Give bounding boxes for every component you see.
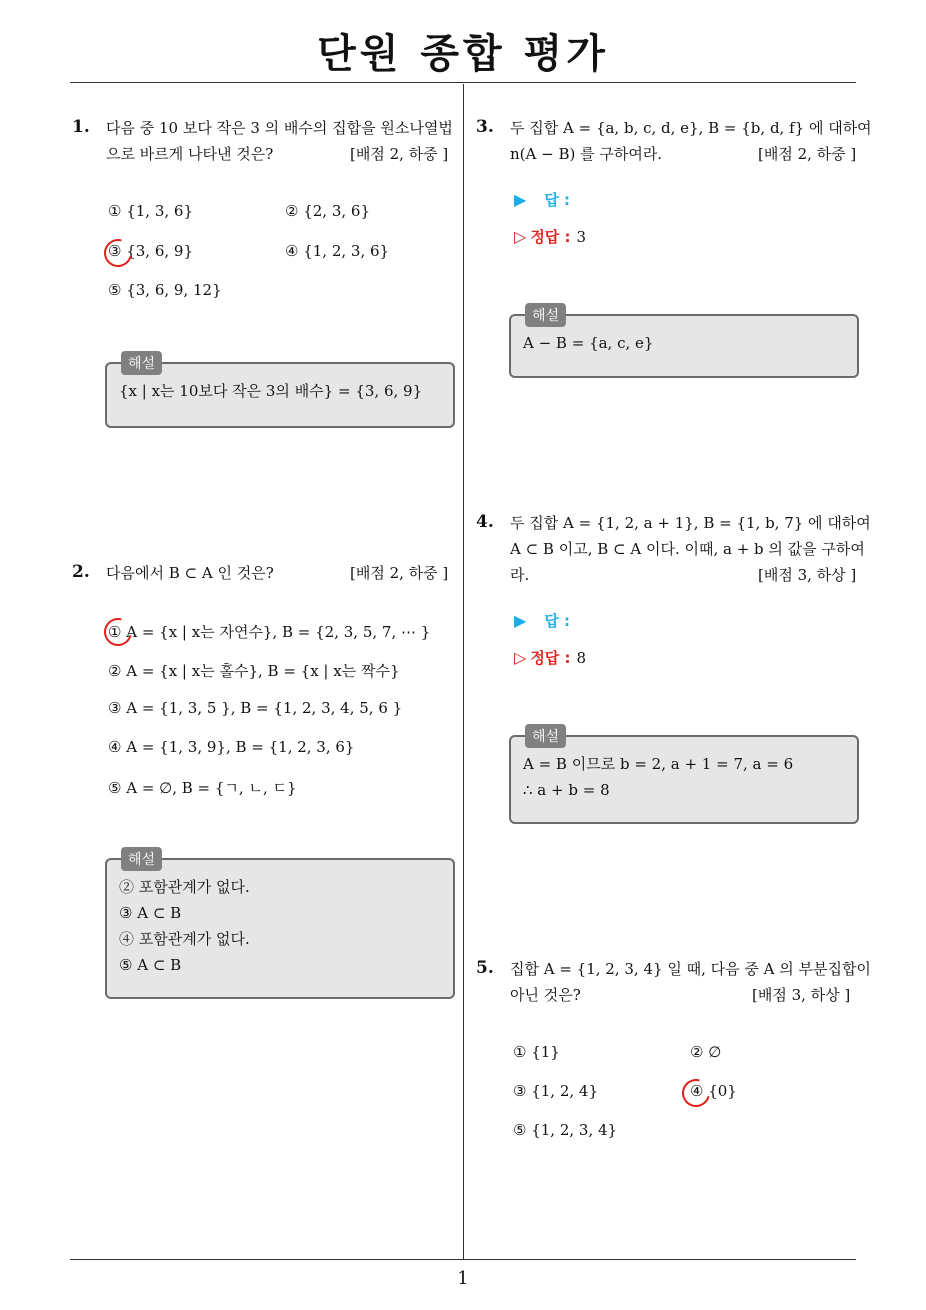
explanation-tag: 해설 bbox=[121, 847, 162, 871]
selected-answer-circle bbox=[677, 1074, 715, 1112]
choice-3[interactable]: ③ {1, 2, 4} bbox=[513, 1082, 599, 1100]
choice-5[interactable]: ⑤ A = ∅, B = {ㄱ, ㄴ, ㄷ} bbox=[108, 779, 297, 797]
selected-answer-circle bbox=[99, 613, 137, 651]
choice-2[interactable]: ② {2, 3, 6} bbox=[285, 202, 371, 220]
answer-label: 답 : bbox=[544, 612, 571, 630]
explanation-box bbox=[509, 729, 859, 824]
answer-arrow-icon: ▶ bbox=[514, 190, 527, 209]
column-divider bbox=[463, 84, 464, 1260]
choice-4[interactable]: ④ {1, 2, 3, 6} bbox=[285, 242, 390, 260]
explanation-text bbox=[119, 378, 422, 404]
explanation-line: ∴ a + b = 8 bbox=[523, 781, 610, 799]
choice-2[interactable]: ② A = {x | x는 홀수}, B = {x | x는 짝수} bbox=[108, 662, 400, 680]
answer-arrow-icon: ▶ bbox=[514, 611, 527, 630]
question-text-line: 아닌 것은? bbox=[510, 986, 581, 1004]
explanation-box bbox=[105, 852, 455, 999]
explanation-text bbox=[523, 751, 793, 803]
score-meta: [배점 2, 하중 ] bbox=[350, 145, 449, 163]
correct-answer-value: 8 bbox=[576, 649, 587, 667]
question-text-line: 두 집합 A = {a, b, c, d, e}, B = {b, d, f} 에 대하여 bbox=[510, 119, 872, 137]
question-text-line: n(A − B) 를 구하여라. bbox=[510, 145, 663, 163]
question-text-line: 두 집합 A = {1, 2, a + 1}, B = {1, b, 7} 에 대하여 bbox=[510, 514, 871, 532]
correct-answer-value: 3 bbox=[576, 228, 587, 246]
explanation-line: {x | x는 10보다 작은 3의 배수} = {3, 6, 9} bbox=[119, 382, 423, 400]
correct-label: 정답 : bbox=[530, 228, 571, 246]
page-number: 1 bbox=[457, 1268, 469, 1289]
explanation-text bbox=[119, 874, 250, 978]
question-text-line: 다음에서 B ⊂ A 인 것은? bbox=[106, 564, 274, 582]
explanation-line: ② 포함관계가 없다. bbox=[119, 878, 250, 896]
explanation-tag: 해설 bbox=[525, 724, 566, 748]
correct-label: 정답 : bbox=[530, 649, 571, 667]
explanation-text bbox=[523, 330, 653, 356]
score-meta: [배점 2, 하중 ] bbox=[758, 145, 857, 163]
answer-label: 답 : bbox=[544, 191, 571, 209]
question-text-line: A ⊂ B 이고, B ⊂ A 이다. 이때, a + b 의 값을 구하여 bbox=[510, 540, 865, 558]
footer-rule bbox=[70, 1259, 856, 1260]
answer-input-row[interactable] bbox=[514, 189, 570, 210]
score-meta: [배점 3, 하상 ] bbox=[758, 566, 857, 584]
explanation-line: ④ 포함관계가 없다. bbox=[119, 930, 250, 948]
correct-answer-row bbox=[514, 226, 586, 247]
explanation-tag: 해설 bbox=[525, 303, 566, 327]
question-number: 4. bbox=[476, 512, 494, 532]
question-text-line: 라. bbox=[510, 566, 530, 584]
explanation-line: A − B = {a, c, e} bbox=[523, 334, 654, 352]
score-meta: [배점 3, 하상 ] bbox=[752, 986, 851, 1004]
question-text-line: 집합 A = {1, 2, 3, 4} 일 때, 다음 중 A 의 부분집합이 bbox=[510, 960, 871, 978]
correct-answer-row bbox=[514, 647, 586, 668]
header-rule bbox=[70, 82, 856, 83]
choice-1[interactable]: ① {1, 3, 6} bbox=[108, 202, 194, 220]
choice-4[interactable]: ④ A = {1, 3, 9}, B = {1, 2, 3, 6} bbox=[108, 738, 355, 756]
explanation-line: ③ A ⊂ B bbox=[119, 904, 182, 922]
explanation-tag: 해설 bbox=[121, 351, 162, 375]
choice-3[interactable]: ③ {3, 6, 9} bbox=[108, 242, 194, 260]
explanation-line: ⑤ A ⊂ B bbox=[119, 956, 182, 974]
choice-3[interactable]: ③ A = {1, 3, 5 }, B = {1, 2, 3, 4, 5, 6 } bbox=[108, 699, 403, 717]
explanation-box bbox=[509, 308, 859, 378]
selected-answer-circle bbox=[99, 234, 137, 272]
choice-1[interactable]: ① {1} bbox=[513, 1043, 560, 1061]
correct-arrow-icon: ▷ bbox=[514, 227, 527, 246]
question-text-line: 으로 바르게 나타낸 것은? bbox=[106, 145, 274, 163]
choice-1[interactable]: ① A = {x | x는 자연수}, B = {2, 3, 5, 7, ⋯ } bbox=[108, 623, 431, 641]
question-number: 2. bbox=[72, 562, 90, 582]
correct-arrow-icon: ▷ bbox=[514, 648, 527, 667]
question-number: 1. bbox=[72, 117, 90, 137]
answer-input-row[interactable] bbox=[514, 610, 570, 631]
score-meta: [배점 2, 하중 ] bbox=[350, 564, 449, 582]
choice-5[interactable]: ⑤ {3, 6, 9, 12} bbox=[108, 281, 222, 299]
question-text-line: 다음 중 10 보다 작은 3 의 배수의 집합을 원소나열법 bbox=[106, 119, 453, 137]
question-number: 5. bbox=[476, 958, 494, 978]
choice-2[interactable]: ② ∅ bbox=[690, 1043, 722, 1061]
explanation-box bbox=[105, 356, 455, 428]
choice-5[interactable]: ⑤ {1, 2, 3, 4} bbox=[513, 1121, 618, 1139]
page-title: 단원 종합 평가 bbox=[317, 31, 609, 77]
choice-4[interactable]: ④ {0} bbox=[690, 1082, 737, 1100]
question-number: 3. bbox=[476, 117, 494, 137]
explanation-line: A = B 이므로 b = 2, a + 1 = 7, a = 6 bbox=[523, 755, 794, 773]
